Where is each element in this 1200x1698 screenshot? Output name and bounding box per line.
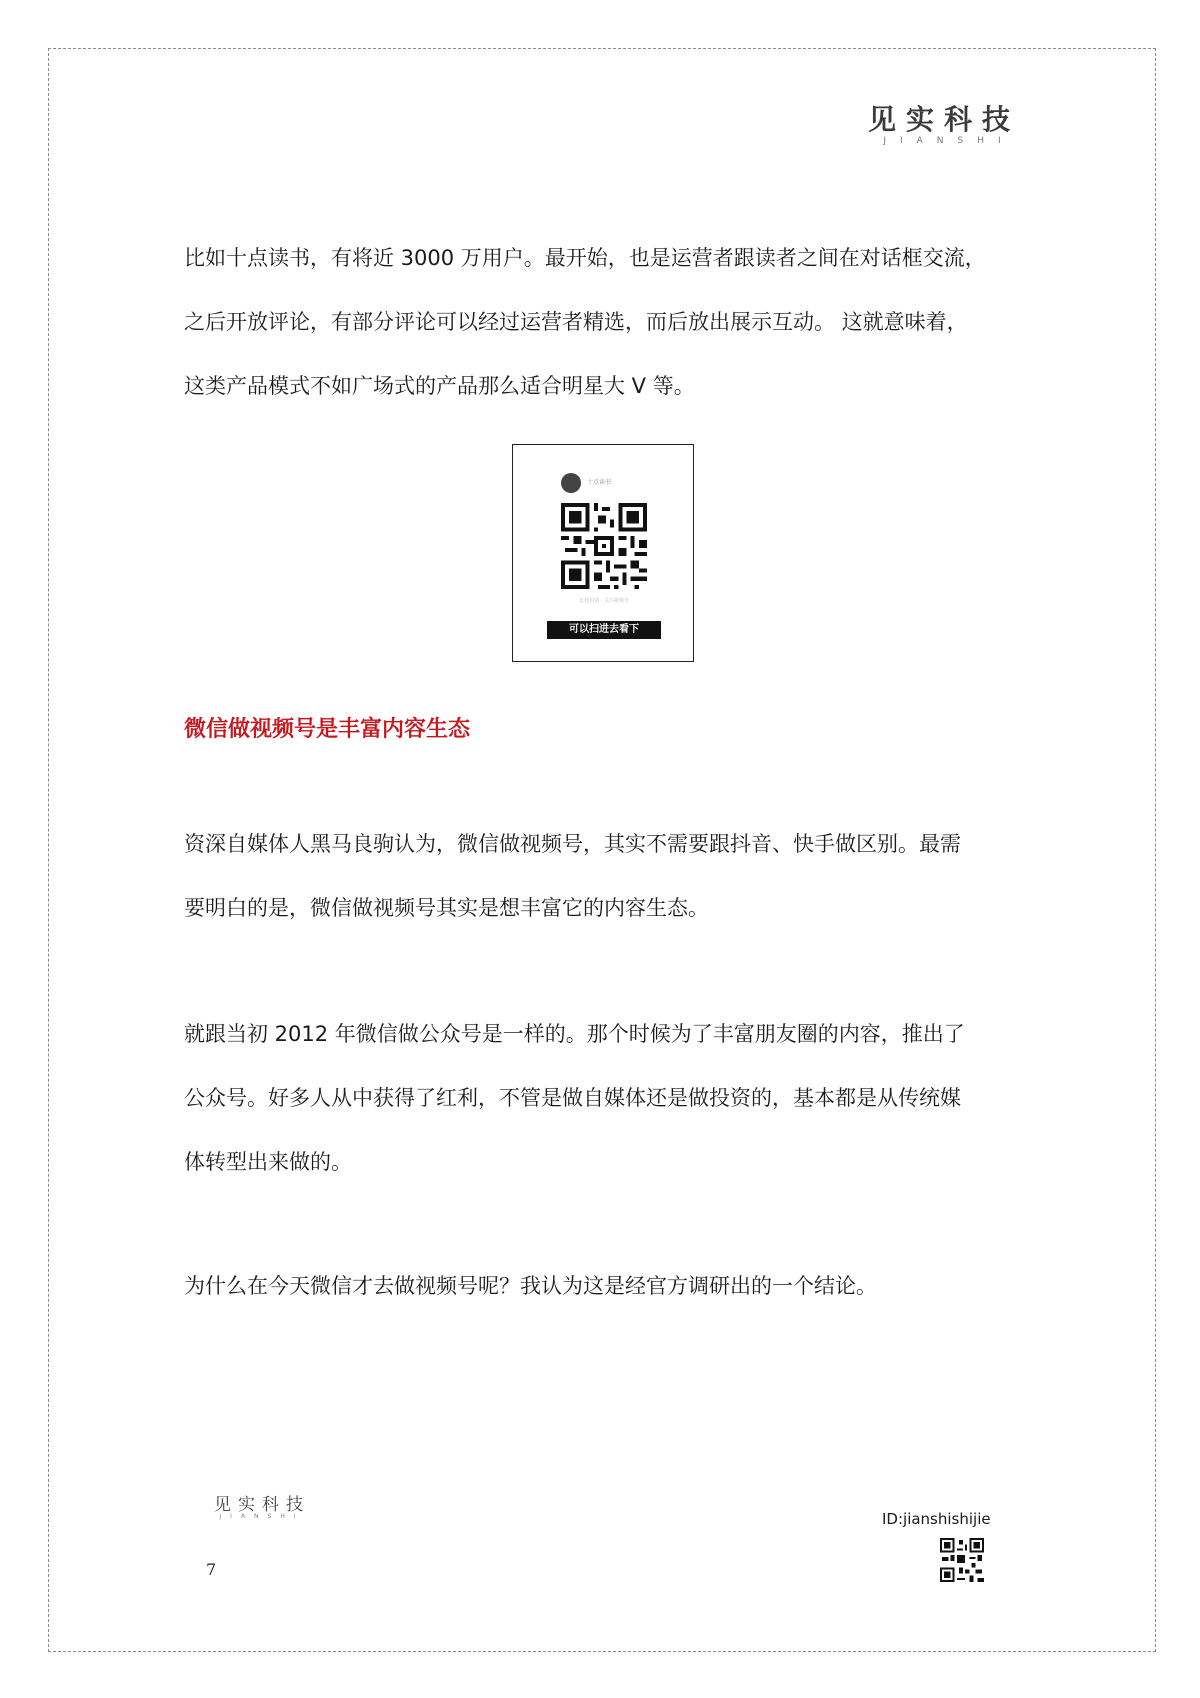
intro-line-1: 比如十点读书，有将近 3000 万用户。最开始，也是运营者跟读者之间在对话框交流， <box>184 246 986 270</box>
header-logo-cn: 见实科技 <box>867 103 1020 136</box>
para3-line-3: 体转型出来做的。 <box>184 1150 352 1174</box>
footer-account-id: ID:jianshishijie <box>882 1510 991 1528</box>
qr-card-image <box>512 444 694 662</box>
intro-line-2: 之后开放评论，有部分评论可以经过运营者精选，而后放出展示互动。 这就意味着， <box>184 310 968 334</box>
footer-logo-cn: 见实科技 <box>214 1495 310 1515</box>
footer-logo-en: JIANSHI <box>219 1513 305 1520</box>
paragraph-2 <box>184 812 1034 940</box>
para2-line-2: 要明白的是，微信做视频号其实是想丰富它的内容生态。 <box>184 896 709 920</box>
header-logo-en: JIANSHI <box>883 136 1015 146</box>
page-number: 7 <box>206 1560 217 1579</box>
para4-line-1: 为什么在今天微信才去做视频号呢？我认为这是经官方调研出的一个结论。 <box>184 1274 877 1298</box>
para3-line-1: 就跟当初 2012 年微信做公众号是一样的。那个时候为了丰富朋友圈的内容，推出了 <box>184 1022 965 1046</box>
paragraph-4 <box>184 1254 1034 1318</box>
para3-line-2: 公众号。好多人从中获得了红利，不管是做自媒体还是做投资的，基本都是从传统媒 <box>184 1086 961 1110</box>
account-avatar <box>561 473 581 493</box>
intro-line-3: 这类产品模式不如广场式的产品那么适合明星大 V 等。 <box>184 374 695 398</box>
paragraph-3 <box>184 1002 1034 1194</box>
section-title: 微信做视频号是丰富内容生态 <box>184 717 471 742</box>
account-name: 十点读书 <box>587 479 612 486</box>
intro-paragraph <box>184 226 1034 418</box>
para2-line-1: 资深自媒体人黑马良驹认为，微信做视频号，其实不需要跟抖音、快手做区别。最需 <box>184 832 961 856</box>
footer-logo <box>214 1490 310 1520</box>
qr-cta-label: 可以扫进去看下 <box>547 621 661 639</box>
qr-caption: 长按识别 · 关注视频号 <box>579 598 629 604</box>
qr-code-icon <box>561 503 647 589</box>
header-logo <box>868 98 1020 146</box>
footer-qr-code-icon <box>940 1538 984 1582</box>
